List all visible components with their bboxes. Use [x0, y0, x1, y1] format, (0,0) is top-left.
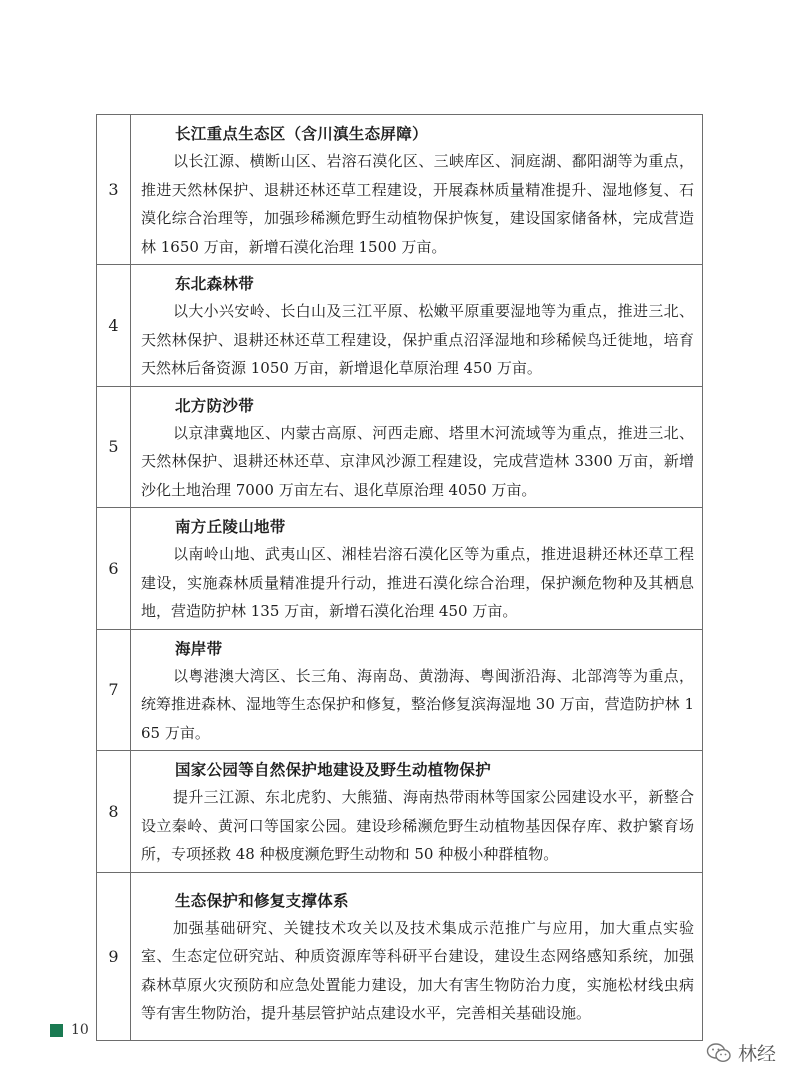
row-title: 海岸带: [175, 639, 223, 658]
row-number: 9: [97, 872, 131, 1040]
row-title: 东北森林带: [175, 275, 255, 293]
row-title: 长江重点生态区（含川滇生态屏障）: [175, 125, 428, 143]
row-content: [131, 751, 703, 873]
row-title: 南方丘陵山地带: [175, 518, 286, 536]
watermark-text: 林经: [737, 1043, 776, 1065]
watermark: [706, 1039, 776, 1066]
table-row: [97, 508, 703, 630]
row-title: 北方防沙带: [175, 396, 255, 415]
page-marker-square: [50, 1024, 63, 1037]
row-content: [131, 265, 703, 387]
row-number: 3: [97, 115, 131, 265]
document-table: [96, 114, 703, 1041]
table-row: [97, 386, 703, 508]
row-number: 6: [97, 508, 131, 630]
row-body: 以京津冀地区、内蒙古高原、河西走廊、塔里木河流域等为重点，推进三北、天然林保护、退耕还林还草、京津风沙源工程建设，完成营造林 3300 万亩，新增沙化土地治理 7000 万亩左右、退化草原治理 4050 万亩。: [141, 423, 694, 499]
page-footer: [50, 1022, 89, 1038]
row-content: [131, 872, 703, 1040]
row-title: 生态保护和修复支撑体系: [175, 891, 349, 910]
row-number: 4: [97, 265, 131, 387]
table-row: [97, 265, 703, 387]
row-content: [131, 508, 703, 630]
row-body: 提升三江源、东北虎豹、大熊猫、海南热带雨林等国家公园建设水平，新整合设立秦岭、黄河口等国家公园。建设珍稀濒危野生动植物基因保存库、救护繁育场所，专项拯救 48 种极度濒危野生动物和 50 种极小种群植物。: [141, 788, 694, 863]
row-body: 以大小兴安岭、长白山及三江平原、松嫩平原重要湿地等为重点，推进三北、天然林保护、退耕还林还草工程建设，保护重点沼泽湿地和珍稀候鸟迁徙地，培育天然林后备资源 1050 万亩，新增退化草原治理 450 万亩。: [141, 302, 694, 377]
row-number: 5: [97, 386, 131, 508]
row-body: 以粤港澳大湾区、长三角、海南岛、黄渤海、粤闽浙沿海、北部湾等为重点，统筹推进森林、湿地等生态保护和修复，整治修复滨海湿地 30 万亩，营造防护林 165 万亩。: [141, 666, 694, 742]
row-content: [131, 115, 703, 265]
row-number: 8: [97, 751, 131, 873]
page-number: 10: [71, 1022, 89, 1038]
row-body: 以南岭山地、武夷山区、湘桂岩溶石漠化区等为重点，推进退耕还林还草工程建设，实施森林质量精准提升行动，推进石漠化综合治理，保护濒危物种及其栖息地，营造防护林 135 万亩，新增石漠化治理 450 万亩。: [141, 545, 694, 620]
row-content: [131, 386, 703, 508]
row-content: [131, 629, 703, 751]
table-row: [97, 115, 703, 265]
table-row: [97, 872, 703, 1040]
table-row: [97, 751, 703, 873]
row-number: 7: [97, 629, 131, 751]
row-title: 国家公园等自然保护地建设及野生动植物保护: [175, 761, 492, 779]
row-body: 以长江源、横断山区、岩溶石漠化区、三峡库区、洞庭湖、鄱阳湖等为重点，推进天然林保护、退耕还林还草工程建设，开展森林质量精准提升、湿地修复、石漠化综合治理等，加强珍稀濒危野生动植物保护恢复，建设国家储备林，完成营造林 1650 万亩，新增石漠化治理 1500 万亩。: [141, 152, 694, 256]
wechat-icon: [706, 1042, 732, 1064]
table-row: [97, 629, 703, 751]
row-body: 加强基础研究、关键技术攻关以及技术集成示范推广与应用，加大重点实验室、生态定位研究站、种质资源库等科研平台建设，建设生态网络感知系统，加强森林草原火灾预防和应急处置能力建设，加大有害生物防治力度，实施松材线虫病等有害生物防治，提升基层管护站点建设水平，完善相关基础设施。: [141, 918, 694, 1022]
